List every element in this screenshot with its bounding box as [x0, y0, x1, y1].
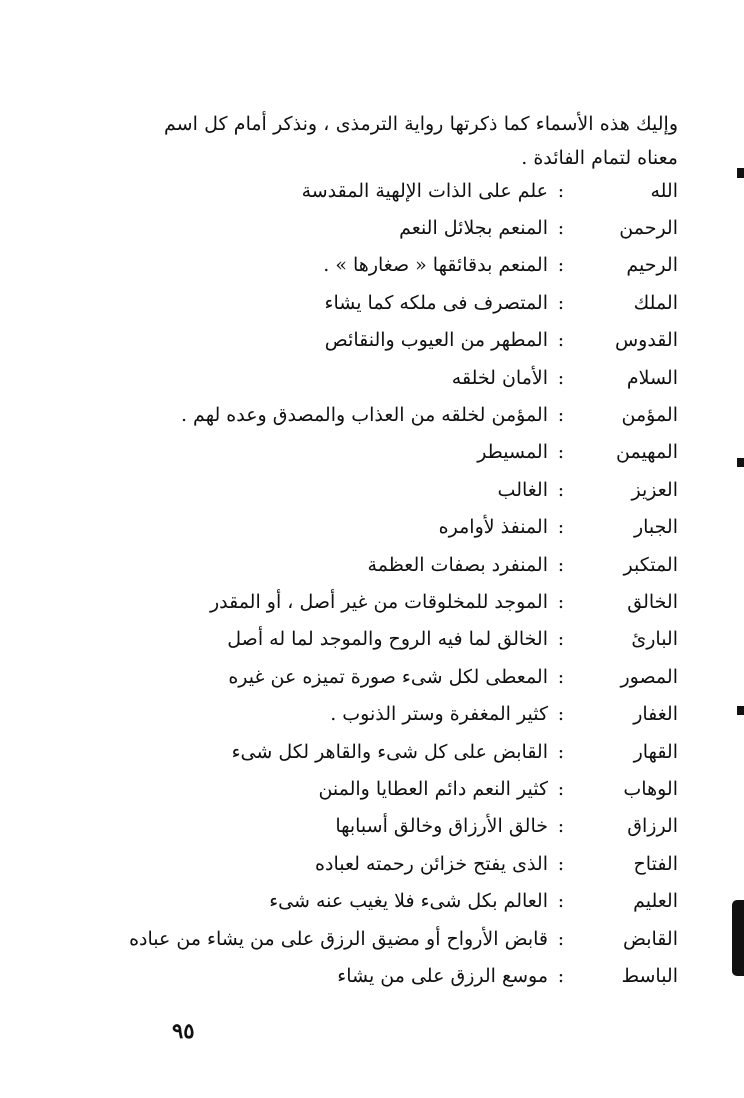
divine-name: البارئ — [631, 628, 678, 651]
name-meaning: المسيطر — [477, 441, 548, 464]
divine-name: الوهاب — [623, 777, 678, 800]
page-number: ٩٥ — [172, 1018, 195, 1043]
separator-colon: : — [557, 628, 565, 651]
divine-name: المصور — [620, 665, 678, 688]
divine-name: الخالق — [627, 590, 678, 613]
name-entry — [78, 359, 678, 396]
name-meaning: المتصرف فى ملكه كما يشاء — [324, 291, 548, 314]
name-entry — [78, 396, 678, 433]
edge-ink-mark — [732, 900, 744, 976]
name-meaning: كثير النعم دائم العطايا والمنن — [318, 777, 548, 800]
separator-colon: : — [557, 740, 565, 763]
name-meaning: المطهر من العيوب والنقائص — [324, 329, 548, 352]
name-entry — [78, 920, 678, 957]
name-entry — [78, 434, 678, 471]
name-meaning: المنفذ لأوامره — [438, 516, 548, 539]
name-entry — [78, 322, 678, 359]
name-meaning: القابض على كل شىء والقاهر لكل شىء — [231, 740, 548, 763]
divine-name: القهار — [633, 740, 678, 763]
name-entry — [78, 695, 678, 732]
name-entry — [78, 658, 678, 695]
divine-name: القدوس — [614, 329, 678, 352]
divine-name: الملك — [633, 291, 678, 314]
name-meaning: الذى يفتح خزائن رحمته لعباده — [315, 852, 548, 875]
names-list — [78, 172, 678, 995]
divine-name: المتكبر — [623, 553, 678, 576]
divine-name: الفتاح — [633, 852, 678, 875]
separator-colon: : — [557, 964, 565, 987]
name-entry — [78, 733, 678, 770]
divine-name: الرحمن — [619, 217, 678, 240]
edge-ink-mark — [737, 168, 744, 178]
name-entry — [78, 172, 678, 209]
separator-colon: : — [557, 291, 565, 314]
name-entry — [78, 509, 678, 546]
divine-name: العليم — [633, 890, 678, 913]
separator-colon: : — [557, 478, 565, 501]
separator-colon: : — [557, 815, 565, 838]
separator-colon: : — [557, 852, 565, 875]
separator-colon: : — [557, 890, 565, 913]
name-meaning: الغالب — [497, 478, 548, 501]
name-meaning: المؤمن لخلقه من العذاب والمصدق وعده لهم . — [180, 404, 548, 427]
name-entry — [78, 621, 678, 658]
separator-colon: : — [557, 217, 565, 240]
divine-name: العزيز — [631, 478, 678, 501]
intro-paragraph: وإليك هذه الأسماء كما ذكرتها رواية الترمذى ، ونذكر أمام كل اسم معناه لتمام الفائدة . — [164, 113, 678, 169]
name-entry — [78, 583, 678, 620]
name-entry — [78, 808, 678, 845]
name-meaning: المعطى لكل شىء صورة تميزه عن غيره — [228, 665, 548, 688]
name-meaning: المنعم بدقائقها « صغارها » . — [323, 254, 548, 277]
name-meaning: العالم بكل شىء فلا يغيب عنه شىء — [269, 890, 548, 913]
separator-colon: : — [557, 665, 565, 688]
divine-name: الجبار — [633, 516, 678, 539]
divine-name: الباسط — [621, 964, 678, 987]
separator-colon: : — [557, 179, 565, 202]
name-entry — [78, 882, 678, 919]
separator-colon: : — [557, 254, 565, 277]
edge-ink-mark — [737, 706, 744, 715]
separator-colon: : — [557, 329, 565, 352]
name-entry — [78, 209, 678, 246]
name-meaning: علم على الذات الإلهية المقدسة — [301, 179, 548, 202]
divine-name: القابض — [622, 927, 678, 950]
divine-name: السلام — [626, 366, 678, 389]
name-meaning: المنفرد بصفات العظمة — [367, 553, 548, 576]
divine-name: الله — [650, 179, 678, 202]
name-entry — [78, 247, 678, 284]
name-meaning: كثير المغفرة وستر الذنوب . — [330, 703, 548, 726]
name-entry — [78, 284, 678, 321]
separator-colon: : — [557, 553, 565, 576]
separator-colon: : — [557, 366, 565, 389]
separator-colon: : — [557, 441, 565, 464]
divine-name: الغفار — [633, 703, 678, 726]
name-entry — [78, 471, 678, 508]
divine-name: المهيمن — [616, 441, 678, 464]
name-entry — [78, 845, 678, 882]
separator-colon: : — [557, 927, 565, 950]
separator-colon: : — [557, 703, 565, 726]
name-meaning: خالق الأرزاق وخالق أسبابها — [335, 815, 548, 838]
divine-name: الرزاق — [627, 815, 678, 838]
name-meaning: موسع الرزق على من يشاء — [337, 964, 548, 987]
name-entry — [78, 957, 678, 994]
name-meaning: قابض الأرواح أو مضيق الرزق على من يشاء من عباده — [129, 927, 548, 950]
name-entry — [78, 770, 678, 807]
name-meaning: المنعم بجلائل النعم — [399, 217, 548, 240]
separator-colon: : — [557, 404, 565, 427]
name-meaning: الأمان لخلقه — [451, 366, 548, 389]
name-entry — [78, 546, 678, 583]
separator-colon: : — [557, 777, 565, 800]
divine-name: الرحيم — [626, 254, 678, 277]
separator-colon: : — [557, 516, 565, 539]
divine-name: المؤمن — [621, 404, 678, 427]
name-meaning: الموجد للمخلوقات من غير أصل ، أو المقدر — [209, 590, 548, 613]
name-meaning: الخالق لما فيه الروح والموجد لما له أصل — [227, 628, 548, 651]
separator-colon: : — [557, 590, 565, 613]
edge-ink-mark — [737, 458, 744, 467]
